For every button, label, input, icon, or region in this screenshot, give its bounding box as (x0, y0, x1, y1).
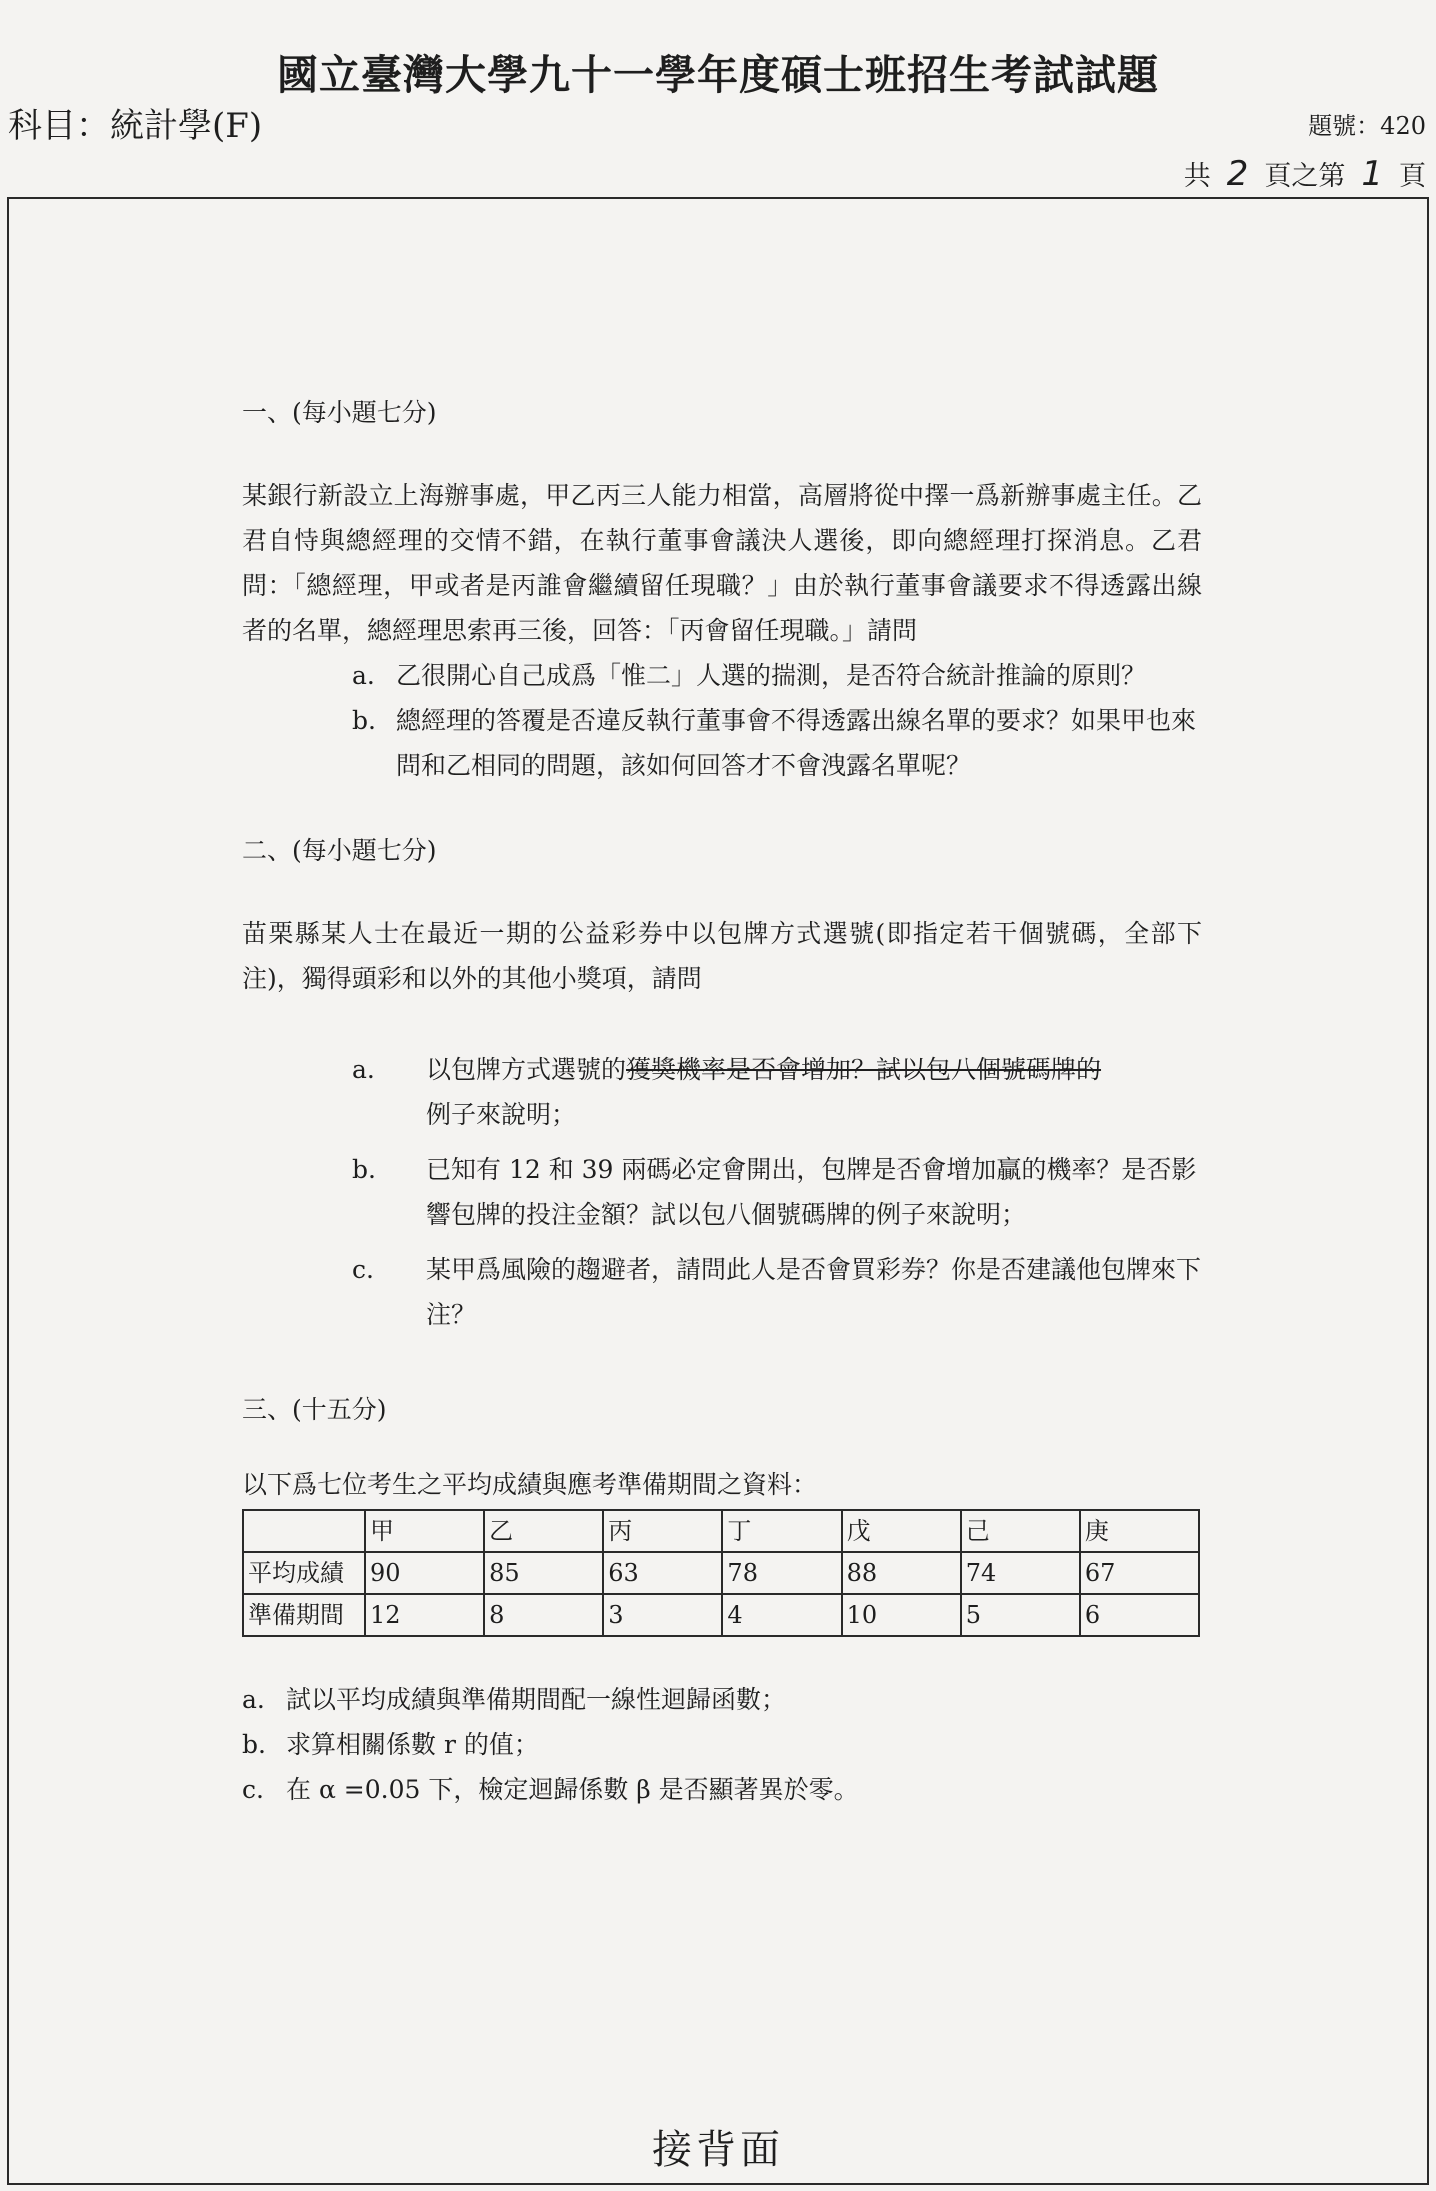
item-label: a. (352, 661, 375, 690)
item-text (426, 1047, 1202, 1137)
table-cell: 12 (365, 1594, 484, 1636)
table-cell: 10 (842, 1594, 961, 1636)
exam-title: 國立臺灣大學九十一學年度碩士班招生考試試題 (277, 51, 1159, 99)
table-cell: 90 (365, 1552, 484, 1594)
q1-body: 某銀行新設立上海辦事處，甲乙丙三人能力相當，高層將從中擇一爲新辦事處主任。乙君自恃與總經理的交情不錯，在執行董事會議決人選後，即向總經理打探消息。乙君問：「總經理，甲或者是丙誰會繼續留任現職？」由於執行董事會議要求不得透露出線者的名單，總經理思索再三後，回答：「丙會留任現職。」請問 (242, 481, 1202, 645)
item-text: 試以平均成績與準備期間配一線性迴歸函數； (286, 1685, 787, 1714)
q2-heading: 二、(每小題七分) (242, 836, 437, 865)
item-text: 求算相關係數 r 的值； (286, 1730, 539, 1759)
item-label: b. (352, 1155, 376, 1184)
q3-heading: 三、(十五分) (242, 1395, 387, 1424)
table-cell: 平均成績 (243, 1552, 365, 1594)
table-cell: 3 (603, 1594, 722, 1636)
table-header-cell: 甲 (365, 1510, 484, 1552)
continue-on-back-note: 接背面 (652, 2127, 784, 2173)
table-cell: 74 (961, 1552, 1080, 1594)
table-cell: 5 (961, 1594, 1080, 1636)
list-item (242, 1047, 1202, 1137)
data-table (242, 1509, 1200, 1637)
item-label: b. (242, 1730, 266, 1759)
q2-body: 苗栗縣某人士在最近一期的公益彩券中以包牌方式選號(即指定若干個號碼，全部下注)，獨得頭彩和以外的其他小獎項，請問 (242, 919, 1202, 993)
item-text-plain: 以包牌方式選號的 (426, 1055, 627, 1084)
exam-content (242, 390, 1202, 1812)
list-item (242, 1722, 1202, 1767)
list-item (242, 1147, 1202, 1237)
pages-total: 2 (1226, 154, 1249, 194)
table-cell: 63 (603, 1552, 722, 1594)
subject-label: 科目：統計學(F) (8, 106, 263, 146)
table-header-cell: 丙 (603, 1510, 722, 1552)
item-text: 在 α =0.05 下，檢定迴歸係數 β 是否顯著異於零。 (286, 1775, 859, 1804)
table-row (243, 1552, 1199, 1594)
table-header-cell (243, 1510, 365, 1552)
table-caption: 以下爲七位考生之平均成績與應考準備期間之資料： (242, 1470, 818, 1499)
question-number: 題號：420 (1308, 112, 1426, 140)
table-cell: 85 (484, 1552, 603, 1594)
list-item (242, 653, 1202, 698)
pages-prefix: 共 (1183, 161, 1211, 192)
item-text-struck: 獲獎機率是否會增加？試以包八個號碼牌的 (626, 1055, 1102, 1084)
item-text-rest: 例子來說明； (426, 1100, 577, 1129)
table-row (243, 1594, 1199, 1636)
item-label: c. (242, 1775, 264, 1804)
item-label: a. (352, 1055, 375, 1084)
pages-current: 1 (1361, 154, 1383, 194)
table-header-cell: 丁 (722, 1510, 841, 1552)
q3-items (242, 1677, 1202, 1812)
item-label: a. (242, 1685, 265, 1714)
table-cell: 8 (484, 1594, 603, 1636)
table-cell: 6 (1080, 1594, 1199, 1636)
page-count (1184, 154, 1426, 194)
table-header-cell: 己 (961, 1510, 1080, 1552)
table-cell: 準備期間 (243, 1594, 365, 1636)
list-item (242, 1247, 1202, 1337)
table-cell: 78 (722, 1552, 841, 1594)
table-cell: 67 (1080, 1552, 1199, 1594)
item-label: c. (352, 1255, 374, 1284)
list-item (242, 698, 1202, 788)
item-text: 總經理的答覆是否違反執行董事會不得透露出線名單的要求？如果甲也來問和乙相同的問題，該如何回答才不會洩露名單呢？ (396, 706, 1197, 780)
q2-items (242, 1047, 1202, 1337)
table-cell: 88 (842, 1552, 961, 1594)
table-cell: 4 (722, 1594, 841, 1636)
item-text: 已知有 12 和 39 兩碼必定會開出，包牌是否會增加贏的機率？是否影響包牌的投注金額？試以包八個號碼牌的例子來說明； (426, 1155, 1197, 1229)
pages-middle: 頁之第 (1264, 161, 1346, 192)
item-text: 某甲爲風險的趨避者，請問此人是否會買彩券？你是否建議他包牌來下注？ (426, 1255, 1202, 1329)
list-item (242, 1767, 1202, 1812)
q1-items (242, 653, 1202, 788)
q1-heading: 一、(每小題七分) (242, 398, 437, 427)
table-header-cell: 乙 (484, 1510, 603, 1552)
item-text: 乙很開心自己成爲「惟二」人選的揣測，是否符合統計推論的原則？ (396, 661, 1147, 690)
pages-suffix: 頁 (1399, 161, 1426, 192)
table-header-cell: 庚 (1080, 1510, 1199, 1552)
item-label: b. (352, 706, 376, 735)
list-item (242, 1677, 1202, 1722)
table-header-cell: 戊 (842, 1510, 961, 1552)
table-header-row (243, 1510, 1199, 1552)
